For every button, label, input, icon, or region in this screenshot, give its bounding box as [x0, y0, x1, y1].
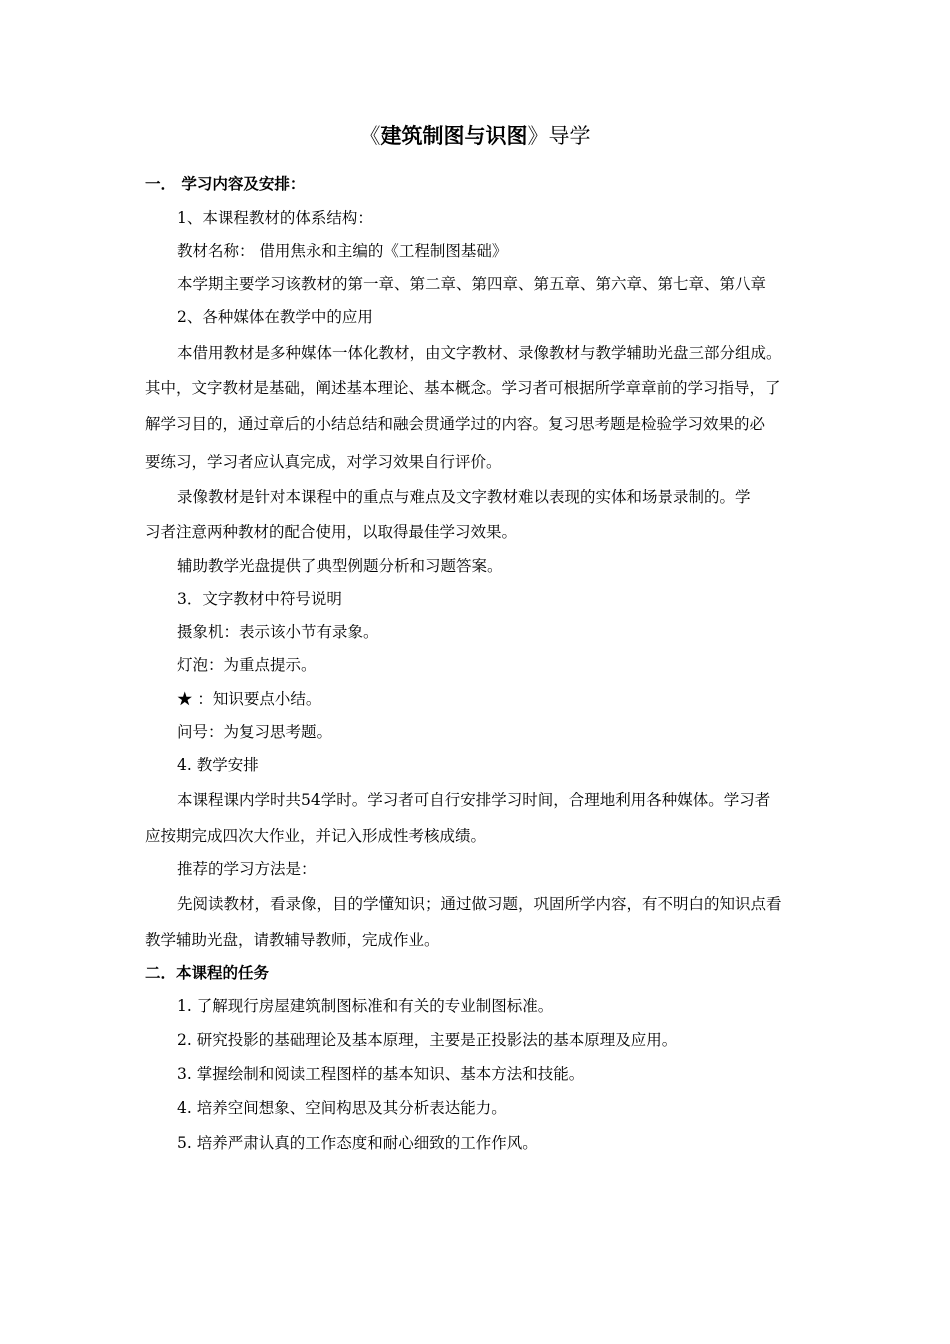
task-item: 3. 掌握绘制和阅读工程图样的基本知识、基本方法和技能。 — [177, 1065, 585, 1083]
paragraph-line: 录像教材是针对本课程中的重点与难点及文字教材难以表现的实体和场景录制的。学 — [177, 488, 751, 506]
paragraph-line: 1、本课程教材的体系结构： — [177, 209, 373, 227]
paragraph-line: 灯泡：为重点提示。 — [177, 656, 317, 674]
paragraph-line: 其中，文字教材是基础，阐述基本理论、基本概念。学习者可根据所学章章前的学习指导，了 — [145, 379, 781, 397]
paragraph-line: 教学辅助光盘，请教辅导教师，完成作业。 — [145, 931, 440, 949]
paragraph-line: 3．文字教材中符号说明 — [177, 590, 342, 608]
section1-heading: 一． 学习内容及安排： — [145, 174, 306, 193]
task-item: 2. 研究投影的基础理论及基本原理，主要是正投影法的基本原理及应用。 — [177, 1031, 678, 1049]
paragraph-line: 2、各种媒体在教学中的应用 — [177, 308, 373, 326]
paragraph-line: 应按期完成四次大作业，并记入形成性考核成绩。 — [145, 827, 487, 845]
document-title — [0, 122, 950, 150]
title-open-quote: 《 — [359, 124, 381, 148]
paragraph-line: 本学期主要学习该教材的第一章、第二章、第四章、第五章、第六章、第七章、第八章 — [177, 275, 767, 293]
paragraph-line: 解学习目的，通过章后的小结总结和融会贯通学过的内容。复习思考题是检验学习效果的必 — [145, 415, 766, 433]
paragraph-line: ★ ：知识要点小结。 — [177, 690, 322, 708]
paragraph-line: 教材名称： 借用焦永和主编的《工程制图基础》 — [177, 242, 508, 260]
title-bold-text: 建筑制图与识图 — [380, 123, 528, 148]
task-item: 4. 培养空间想象、空间构思及其分析表达能力。 — [177, 1099, 507, 1117]
section2-heading: 二．本课程的任务 — [145, 963, 270, 982]
paragraph-line: 4. 教学安排 — [177, 756, 259, 774]
paragraph-line: 摄象机：表示该小节有录象。 — [177, 623, 379, 641]
paragraph-line: 先阅读教材，看录像，目的学懂知识；通过做习题，巩固所学内容，有不明白的知识点看 — [177, 895, 782, 913]
paragraph-line: 习者注意两种教材的配合使用，以取得最佳学习效果。 — [145, 523, 518, 541]
paragraph-line: 要练习，学习者应认真完成，对学习效果自行评价。 — [145, 453, 502, 471]
paragraph-line: 推荐的学习方法是： — [177, 860, 317, 878]
paragraph-line: 问号：为复习思考题。 — [177, 723, 333, 741]
paragraph-line: 本借用教材是多种媒体一体化教材，由文字教材、录像教材与教学辅助光盘三部分组成。 — [177, 344, 782, 362]
title-close-quote: 》导学 — [527, 124, 591, 148]
paragraph-line: 本课程课内学时共54学时。学习者可自行安排学习时间，合理地利用各种媒体。学习者 — [177, 791, 771, 809]
task-item: 5. 培养严肃认真的工作态度和耐心细致的工作作风。 — [177, 1134, 538, 1152]
paragraph-line: 辅助教学光盘提供了典型例题分析和习题答案。 — [177, 557, 503, 575]
task-item: 1. 了解现行房屋建筑制图标准和有关的专业制图标准。 — [177, 997, 554, 1015]
